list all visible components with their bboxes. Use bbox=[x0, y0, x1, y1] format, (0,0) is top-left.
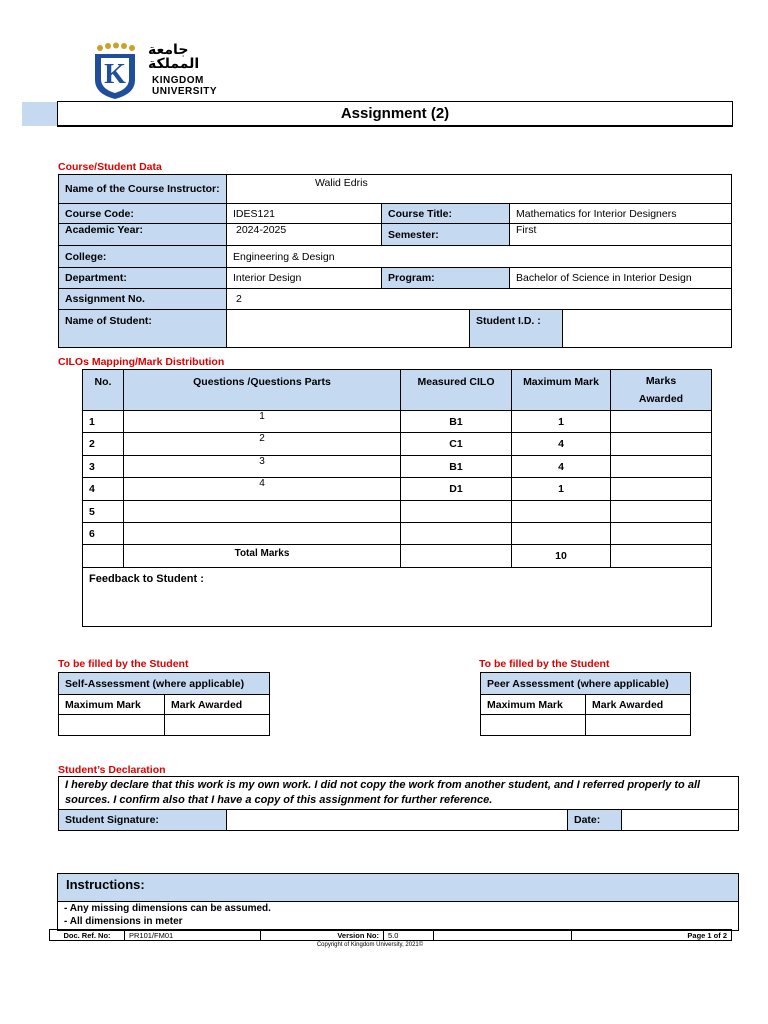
row-cilo[interactable] bbox=[401, 523, 512, 545]
doc-ref-value: PR101/FM01 bbox=[125, 930, 261, 941]
assignment-no-label: Assignment No. bbox=[59, 289, 227, 310]
row-cilo: B1 bbox=[401, 456, 512, 478]
peer-max-field[interactable] bbox=[481, 715, 586, 736]
table-row bbox=[83, 501, 712, 523]
feedback-row bbox=[83, 568, 712, 627]
student-row-table bbox=[58, 309, 732, 348]
row-max[interactable] bbox=[512, 523, 611, 545]
table-row bbox=[83, 411, 712, 433]
row-max: 1 bbox=[512, 478, 611, 501]
course-code-value: IDES121 bbox=[227, 204, 382, 224]
signature-label: Student Signature: bbox=[59, 810, 227, 831]
table-row bbox=[83, 456, 712, 478]
page-number: Page 1 of 2 bbox=[572, 930, 732, 941]
copyright: Copyright of Kingdom University, 2021© bbox=[316, 942, 424, 948]
version-value: 5.0 bbox=[384, 930, 434, 941]
signature-field[interactable] bbox=[227, 810, 568, 831]
semester-label: Semester: bbox=[382, 224, 510, 246]
version-label: Version No: bbox=[261, 930, 384, 941]
date-label: Date: bbox=[568, 810, 622, 831]
doc-ref-label: Doc. Ref. No: bbox=[50, 930, 125, 941]
title-box bbox=[57, 101, 733, 127]
row-no: 5 bbox=[83, 501, 124, 523]
total-empty-cilo bbox=[401, 545, 512, 568]
feedback-box[interactable] bbox=[83, 568, 712, 627]
table-row bbox=[83, 478, 712, 501]
row-awarded[interactable] bbox=[611, 456, 712, 478]
university-logo bbox=[92, 41, 218, 100]
row-no: 6 bbox=[83, 523, 124, 545]
row-cilo: B1 bbox=[401, 411, 512, 433]
row-awarded[interactable] bbox=[611, 523, 712, 545]
row-cilo: C1 bbox=[401, 433, 512, 456]
feedback-label: Feedback to Student : bbox=[89, 573, 204, 585]
department-label: Department: bbox=[59, 268, 227, 289]
department-value: Interior Design bbox=[227, 268, 382, 289]
total-label: Total Marks bbox=[124, 545, 401, 568]
program-label: Program: bbox=[382, 268, 510, 289]
academic-year-label: Academic Year: bbox=[59, 224, 227, 246]
row-question[interactable] bbox=[124, 523, 401, 545]
row-no: 4 bbox=[83, 478, 124, 501]
course-title-label: Course Title: bbox=[382, 204, 510, 224]
header-no: No. bbox=[83, 370, 124, 411]
header-max-mark: Maximum Mark bbox=[512, 370, 611, 411]
peer-awarded-label: Mark Awarded bbox=[586, 695, 691, 715]
table-row bbox=[83, 523, 712, 545]
row-question: 2 bbox=[124, 433, 401, 456]
assignment-no-value: 2 bbox=[227, 289, 732, 310]
declaration-line-1: I hereby declare that this work is my own work. I did not copy the work from another student, and I referred properly to all bbox=[65, 779, 701, 791]
course-data-table bbox=[58, 174, 732, 310]
date-field[interactable] bbox=[622, 810, 739, 831]
row-awarded[interactable] bbox=[611, 433, 712, 456]
self-assessment-title: Self-Assessment (where applicable) bbox=[59, 673, 270, 695]
page-title: Assignment (2) bbox=[340, 105, 450, 122]
peer-assessment-heading: To be filled by the Student bbox=[479, 658, 610, 670]
instruction-item: - Any missing dimensions can be assumed. bbox=[64, 903, 271, 914]
declaration-heading: Student’s Declaration bbox=[58, 764, 166, 776]
instruction-item: - All dimensions in meter bbox=[64, 916, 183, 927]
row-question[interactable] bbox=[124, 501, 401, 523]
course-code-label: Course Code: bbox=[59, 204, 227, 224]
total-value: 10 bbox=[512, 545, 611, 568]
cilo-table bbox=[82, 369, 712, 627]
cilo-section-heading: CILOs Mapping/Mark Distribution bbox=[58, 356, 225, 368]
title-band bbox=[22, 102, 58, 126]
row-question: 1 bbox=[124, 411, 401, 433]
declaration-table bbox=[58, 776, 739, 831]
student-id-field[interactable] bbox=[563, 310, 732, 348]
row-max: 4 bbox=[512, 433, 611, 456]
header-questions: Questions /Questions Parts bbox=[124, 370, 401, 411]
logo-arabic-2: المملكة bbox=[148, 55, 200, 71]
declaration-line-2: sources. I confirm also that I have a copy of this assignment for further reference. bbox=[65, 794, 493, 806]
logo-text-2: UNIVERSITY bbox=[152, 86, 218, 97]
program-value: Bachelor of Science in Interior Design bbox=[510, 268, 732, 289]
student-name-field[interactable] bbox=[227, 310, 470, 348]
footer-empty bbox=[434, 930, 572, 941]
self-assessment-heading: To be filled by the Student bbox=[58, 658, 189, 670]
course-title-value: Mathematics for Interior Designers bbox=[510, 204, 732, 224]
row-cilo: D1 bbox=[401, 478, 512, 501]
row-max: 4 bbox=[512, 456, 611, 478]
row-no: 1 bbox=[83, 411, 124, 433]
peer-max-label: Maximum Mark bbox=[481, 695, 586, 715]
semester-value: First bbox=[510, 224, 732, 246]
college-value: Engineering & Design bbox=[227, 246, 732, 268]
course-section-heading: Course/Student Data bbox=[58, 161, 162, 173]
peer-assessment-table bbox=[480, 672, 691, 736]
row-no: 2 bbox=[83, 433, 124, 456]
total-empty bbox=[83, 545, 124, 568]
academic-year-value: 2024-2025 bbox=[227, 224, 382, 246]
row-awarded[interactable] bbox=[611, 478, 712, 501]
self-awarded-field[interactable] bbox=[165, 715, 270, 736]
peer-assessment-title: Peer Assessment (where applicable) bbox=[481, 673, 691, 695]
instructor-value: Walid Edris bbox=[227, 175, 732, 204]
row-no: 3 bbox=[83, 456, 124, 478]
student-name-label: Name of Student: bbox=[59, 310, 227, 348]
row-max[interactable] bbox=[512, 501, 611, 523]
row-awarded[interactable] bbox=[611, 501, 712, 523]
footer-table bbox=[49, 929, 732, 941]
self-assessment-table bbox=[58, 672, 270, 736]
logo-arabic-1: جامعة bbox=[148, 41, 189, 57]
student-id-label: Student I.D. : bbox=[470, 310, 563, 348]
total-row bbox=[83, 545, 712, 568]
instructions-header bbox=[58, 874, 738, 902]
header-marks-awarded: Marks Awarded bbox=[611, 370, 712, 411]
row-question: 4 bbox=[124, 478, 401, 501]
declaration-text bbox=[59, 777, 739, 810]
instructions-title: Instructions: bbox=[66, 877, 145, 892]
header-cilo: Measured CILO bbox=[401, 370, 512, 411]
instructor-label: Name of the Course Instructor: bbox=[59, 175, 227, 204]
logo-text-1: KINGDOM bbox=[152, 75, 204, 86]
logo-monogram: K bbox=[104, 59, 126, 90]
row-question: 3 bbox=[124, 456, 401, 478]
self-awarded-label: Mark Awarded bbox=[165, 695, 270, 715]
instructions-box bbox=[57, 873, 739, 931]
row-cilo[interactable] bbox=[401, 501, 512, 523]
self-max-field[interactable] bbox=[59, 715, 165, 736]
row-awarded[interactable] bbox=[611, 411, 712, 433]
total-awarded[interactable] bbox=[611, 545, 712, 568]
college-label: College: bbox=[59, 246, 227, 268]
cilo-header-row bbox=[83, 370, 712, 411]
peer-awarded-field[interactable] bbox=[586, 715, 691, 736]
self-max-label: Maximum Mark bbox=[59, 695, 165, 715]
row-max: 1 bbox=[512, 411, 611, 433]
table-row bbox=[83, 433, 712, 456]
